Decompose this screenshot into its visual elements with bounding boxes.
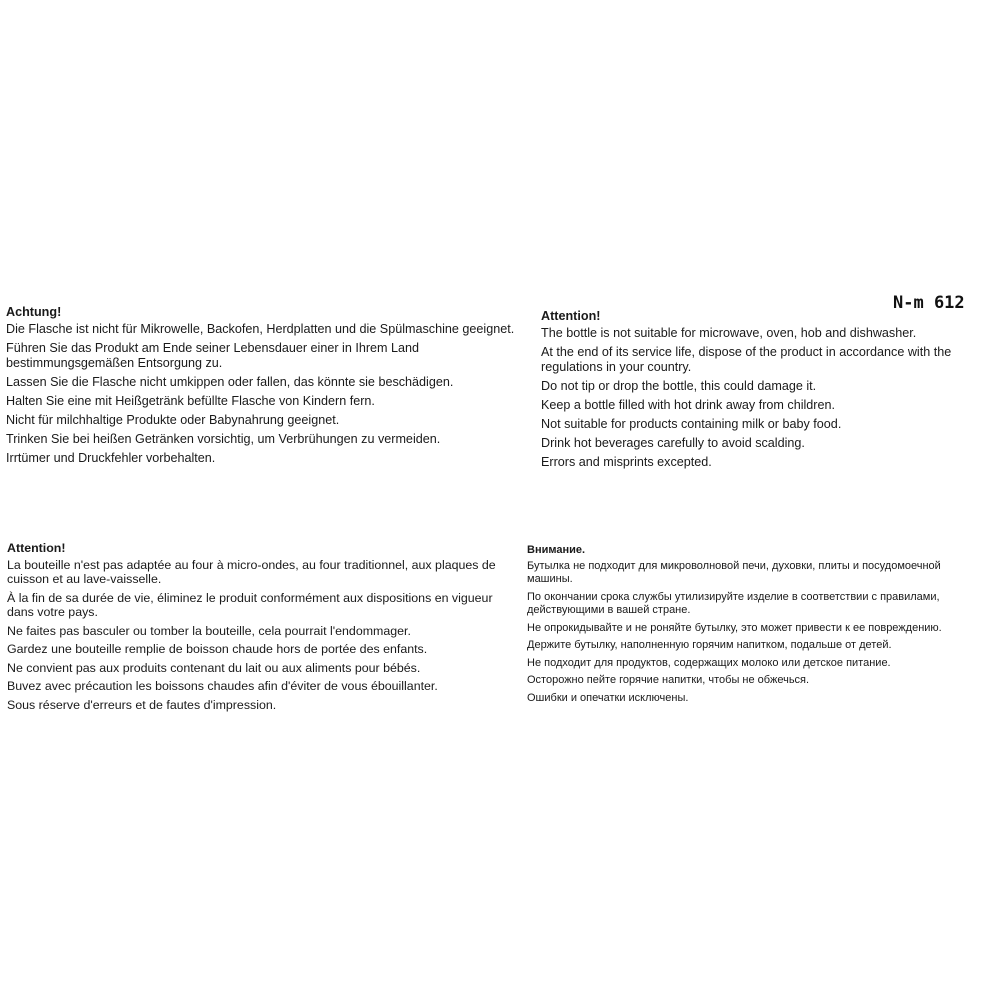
english-warning-item: Keep a bottle filled with hot drink away from children. [541, 398, 836, 412]
english-warning-block [541, 309, 1000, 474]
french-warning-item: Sous réserve d'erreurs et de fautes d'impression. [7, 697, 277, 712]
russian-warning-list [527, 560, 982, 706]
german-warning-item: Halten Sie eine mit Heißgetränk befüllte Flasche von Kindern fern. [6, 394, 375, 408]
french-heading: Attention! [7, 541, 66, 555]
russian-warning-item: Бутылка не подходит для микроволновой печи, духовки, плиты и посудомоечной машины. [527, 559, 941, 585]
german-heading: Achtung! [6, 305, 62, 319]
model-number: N-m 612 [893, 293, 965, 313]
english-warning-list [541, 326, 1000, 470]
french-warning-item: Ne faites pas basculer ou tomber la bouteille, cela pourrait l'endommager. [7, 623, 411, 638]
french-warning-item: À la fin de sa durée de vie, éliminez le produit conformément aux dispositions en vigueur dans votre pays. [7, 590, 493, 619]
english-warning-item: Errors and misprints excepted. [541, 455, 712, 469]
russian-heading: Внимание. [527, 544, 586, 556]
english-warning-item: Not suitable for products containing milk or baby food. [541, 417, 842, 431]
english-warning-item: Drink hot beverages carefully to avoid scalding. [541, 436, 805, 450]
russian-warning-block [527, 544, 982, 709]
german-warning-item: Irrtümer und Druckfehler vorbehalten. [6, 451, 216, 465]
german-warning-item: Nicht für milchhaltige Produkte oder Babynahrung geeignet. [6, 413, 340, 427]
russian-warning-item: Ошибки и опечатки исключены. [527, 691, 689, 704]
german-warning-item: Lassen Sie die Flasche nicht umkippen oder fallen, das könnte sie beschädigen. [6, 375, 454, 389]
english-warning-item: The bottle is not suitable for microwave, oven, hob and dishwasher. [541, 326, 917, 340]
english-warning-item: At the end of its service life, dispose of the product in accordance with the regulations in your country. [541, 345, 952, 374]
french-warning-item: Ne convient pas aux produits contenant du lait ou aux aliments pour bébés. [7, 660, 421, 675]
french-warning-item: Buvez avec précaution les boissons chaudes afin d'éviter de vous ébouillanter. [7, 679, 438, 693]
german-warning-list [6, 322, 518, 466]
french-warning-item: La bouteille n'est pas adaptée au four à micro-ondes, au four traditionnel, aux plaques de cuisson et au lave-vaisselle. [7, 557, 496, 586]
german-warning-block [6, 305, 518, 470]
russian-warning-item: Осторожно пейте горячие напитки, чтобы не обжечься. [527, 674, 810, 686]
russian-warning-item: Не опрокидывайте и не роняйте бутылку, это может привести к ее повреждению. [527, 621, 942, 634]
english-warning-item: Do not tip or drop the bottle, this could damage it. [541, 379, 817, 393]
english-heading: Attention! [541, 309, 601, 323]
french-warning-block [7, 541, 497, 716]
german-warning-item: Die Flasche ist nicht für Mikrowelle, Backofen, Herdplatten und die Spülmaschine geeignet. [6, 322, 515, 336]
french-warning-item: Gardez une bouteille remplie de boisson chaude hors de portée des enfants. [7, 642, 428, 656]
german-warning-item: Trinken Sie bei heißen Getränken vorsichtig, um Verbrühungen zu vermeiden. [6, 432, 441, 446]
german-warning-item: Führen Sie das Produkt am Ende seiner Lebensdauer einer in Ihrem Land bestimmungsgemäßen Entsorgung zu. [6, 341, 420, 370]
french-warning-list [7, 558, 497, 713]
russian-warning-item: По окончании срока службы утилизируйте изделие в соответствии с правилами, действующими в вашей стране. [527, 590, 940, 616]
russian-warning-item: Не подходит для продуктов, содержащих молоко или детское питание. [527, 656, 891, 669]
russian-warning-item: Держите бутылку, наполненную горячим напитком, подальше от детей. [527, 639, 892, 651]
